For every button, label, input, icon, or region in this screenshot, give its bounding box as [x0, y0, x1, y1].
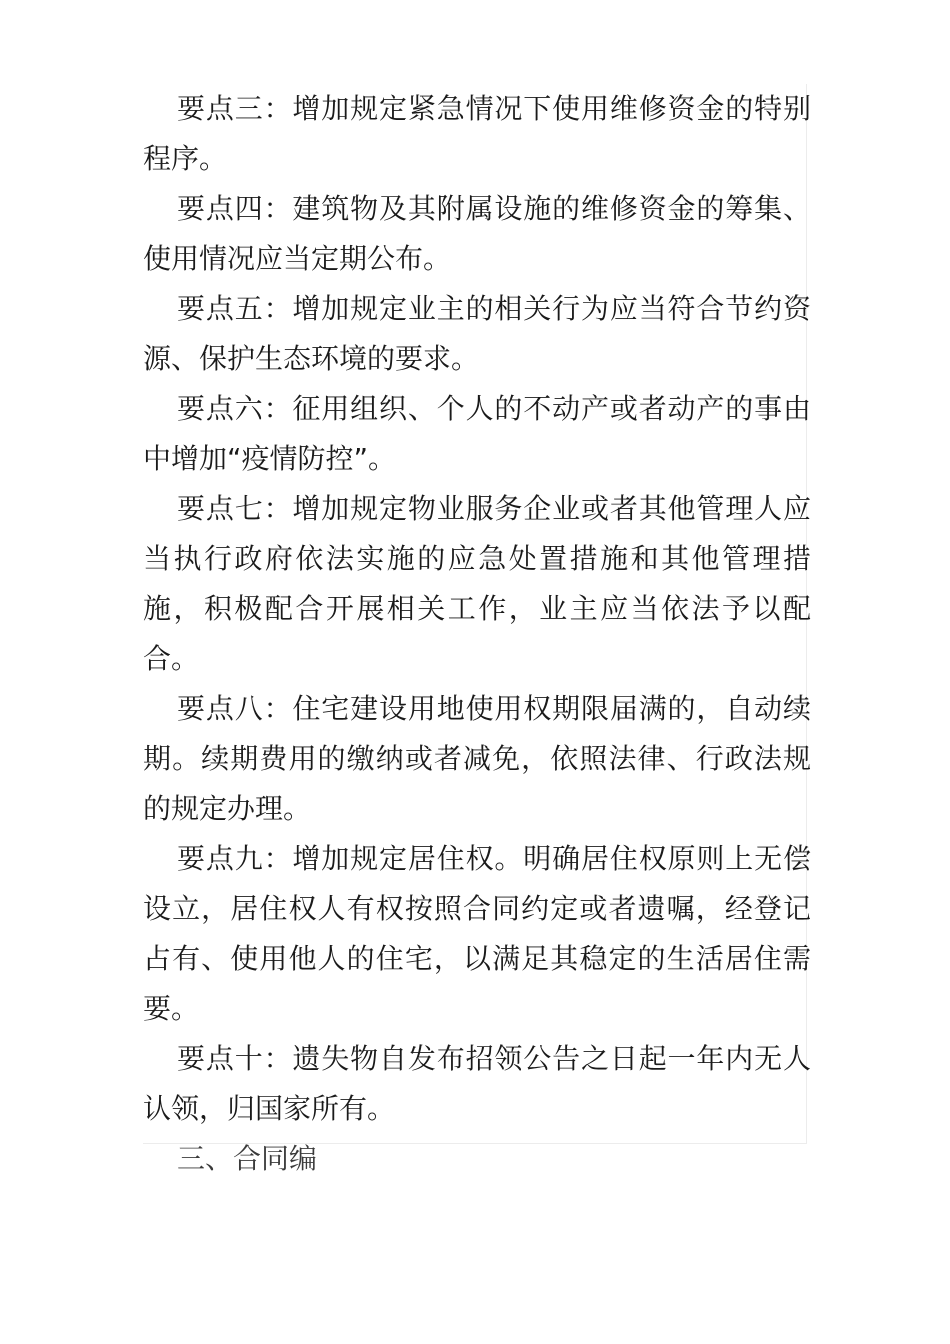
paragraph-point-6: 要点六：征用组织、个人的不动产或者动产的事由中增加“疫情防控”。 [143, 392, 811, 475]
paragraph-point-3: 要点三：增加规定紧急情况下使用维修资金的特别程序。 [143, 92, 811, 175]
paragraph-point-5: 要点五：增加规定业主的相关行为应当符合节约资源、保护生态环境的要求。 [143, 292, 811, 375]
paragraph-point-9: 要点九：增加规定居住权。明确居住权原则上无偿设立，居住权人有权按照合同约定或者遗嘱，经登记占有、使用他人的住宅，以满足其稳定的生活居住需要。 [143, 842, 811, 1025]
paragraph-point-4: 要点四：建筑物及其附属设施的维修资金的筹集、使用情况应当定期公布。 [143, 192, 811, 275]
document-page [143, 84, 811, 1175]
section-heading: 三、合同编 [177, 1142, 318, 1175]
paragraph-point-8: 要点八：住宅建设用地使用权期限届满的，自动续期。续期费用的缴纳或者减免，依照法律、行政法规的规定办理。 [143, 692, 811, 825]
paragraph-point-7: 要点七：增加规定物业服务企业或者其他管理人应当执行政府依法实施的应急处置措施和其他管理措施，积极配合开展相关工作，业主应当依法予以配合。 [143, 492, 811, 675]
paragraph-point-10: 要点十：遗失物自发布招领公告之日起一年内无人认领，归国家所有。 [143, 1042, 811, 1125]
